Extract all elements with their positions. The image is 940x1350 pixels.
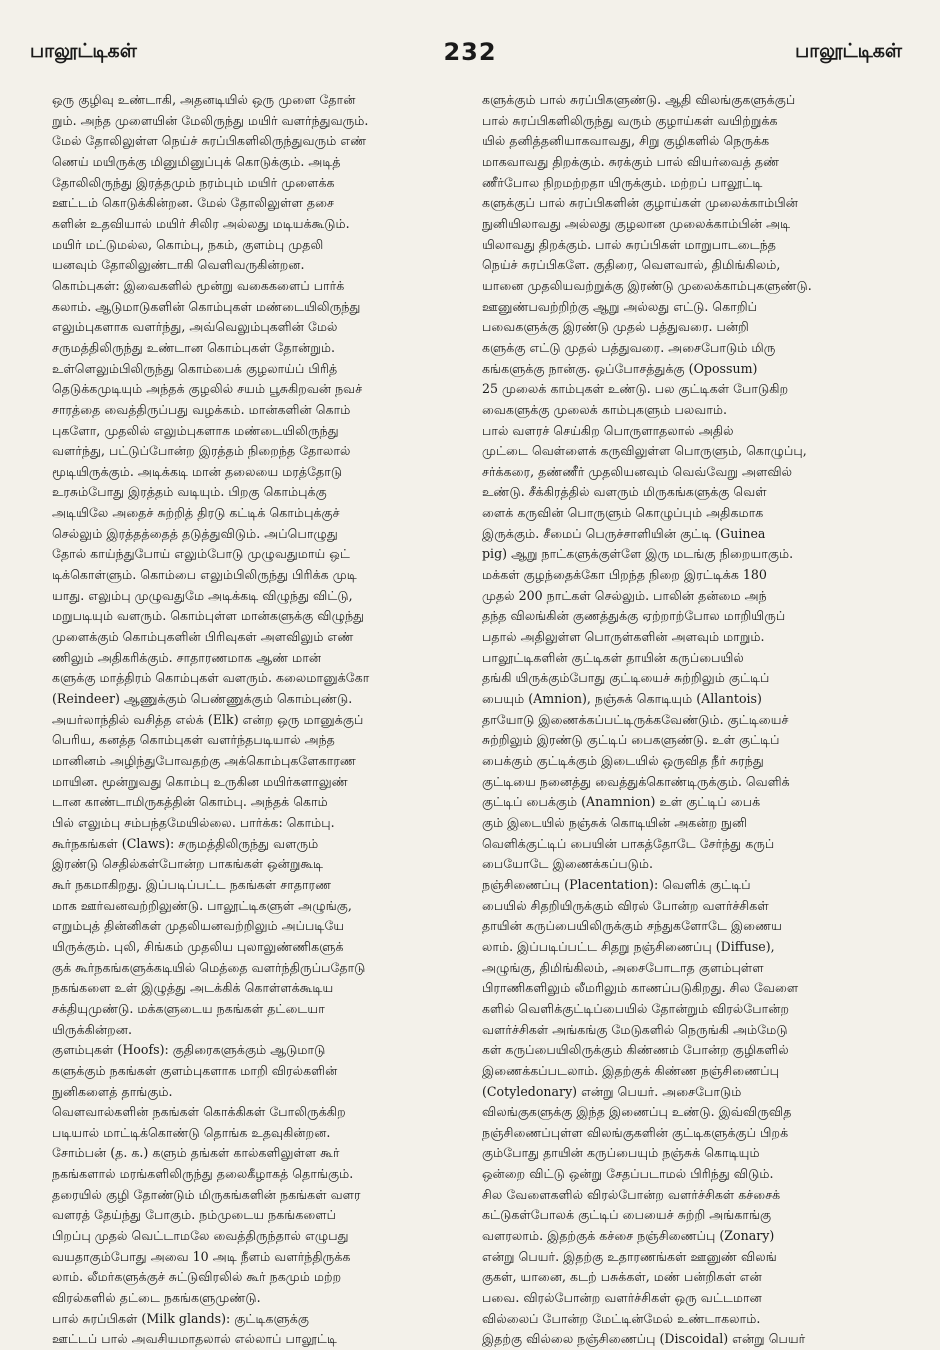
text-line: பவைகளுக்கு இரண்டு முதல் பத்துவரை. பன்றி [482, 319, 749, 335]
text-line: பெரிய, கனத்த கொம்புகள் வளர்ந்தபடியால் அந்த [52, 732, 335, 748]
text-line: பையோடே இணைக்கப்படும். [482, 856, 653, 872]
text-line: முதல் 200 நாட்கள் செல்லும். பாலின் தன்மை அந் [482, 587, 767, 603]
text-line: பால் வளரச் செய்கிற பொருளாதலால் அதில் [482, 422, 734, 438]
text-line: சருமத்திலிருந்து உண்டான கொம்புகள் தோன்றும். [52, 339, 336, 355]
text-line: பவை. விரல்போன்ற வளர்ச்சிகள் ஒரு வட்டமான [482, 1290, 762, 1306]
text-line: எலும்புகளாக வளர்ந்து, அவ்வெலும்புகளின் மேல் [52, 319, 338, 335]
text-line: ணெய் மயிருக்கு மினுமினுப்புக் கொடுக்கும். அடித் [52, 153, 341, 169]
running-head-left: பாலூட்டிகள் [30, 40, 137, 62]
text-line: மாயின. மூன்றுவது கொம்பு உருகின மயிர்களாலுண் [52, 773, 348, 789]
text-line: யிருக்கின்றன. [52, 1021, 132, 1037]
text-line: வளரத் தேய்ந்து போகும். நம்முடைய நகங்களைப் [52, 1207, 337, 1223]
text-line: விலங்குகளுக்கு இந்த இணைப்பு உண்டு. இவ்விருவித [482, 1104, 792, 1120]
text-line: புகளோ, முதலில் எலும்புகளாக மண்டையிலிருந்து [52, 422, 339, 438]
text-line: வளர்ந்து, பட்டுப்போன்ற இரத்தம் நிறைந்த தோலால் [52, 443, 351, 459]
text-line: அயர்லாந்தில் வசித்த எல்க் (Elk) என்ற ஒரு மானுக்குப் [52, 711, 364, 727]
text-line: கொம்புகள்: இவைகளில் மூன்று வகைகளைப் பார்க் [52, 277, 345, 293]
page-number: 232 [443, 38, 497, 66]
text-line: கும் இடையில் நஞ்சுக் கொடியின் அகன்ற நுனி [482, 814, 748, 830]
text-line: வளர்ச்சிகள் அங்கங்கு மேடுகளில் நெருங்கி அம்மேடு [482, 1021, 788, 1037]
running-head-right: பாலூட்டிகள் [795, 40, 902, 62]
text-line: ணிலும் அதிகரிக்கும். சாதாரணமாக ஆண் மான் [52, 649, 322, 665]
text-line: அழுங்கு, திமிங்கிலம், அசைபோடாத குளம்புள்ள [482, 959, 764, 975]
text-line: களுக்கு மாத்திரம் கொம்புகள் வளரும். கலைமானுக்கோ [52, 670, 370, 686]
text-line: உண்டு. சீக்கிரத்தில் வளரும் மிருகங்களுக்கு வெள் [482, 484, 767, 500]
text-line: வைகளுக்கு முலைக் காம்புகளும் பலவாம். [482, 401, 728, 417]
text-line: கலாம். ஆடுமாடுகளின் கொம்புகள் மண்டையிலிருந்து [52, 298, 361, 314]
text-line: மாகவாவது திறக்கும். சுரக்கும் பால் வியர்வைத் தண் [482, 153, 780, 169]
text-line: நுனிகளைத் தாங்கும். [52, 1083, 173, 1099]
text-line: ஒன்றை விட்டு ஒன்று சேதப்படாமல் பிரிந்து விடும். [482, 1166, 774, 1182]
text-line: களுக்கும் பால் சுரப்பிகளுண்டு. ஆதி விலங்குகளுக்குப் [482, 92, 796, 107]
text-line: இரண்டு செதில்கள்போன்ற பாகங்கள் ஒன்றுகூடி [52, 856, 324, 872]
text-line: இதற்கு வில்லை நஞ்சிணைப்பு (Discoidal) என்று பெயர் [482, 1331, 806, 1347]
text-line: தாயின் கருப்பையிலிருக்கும் சந்துகளோடே இணைய [482, 918, 782, 934]
text-line: வளரலாம். இதற்குக் கச்சை நஞ்சிணைப்பு (Zonary) [482, 1228, 775, 1244]
text-line: தோலிலிருந்து இரத்தமும் நரம்பும் மயிர் முளைக்க [52, 174, 335, 190]
text-line: தங்கி யிருக்கும்போது குட்டியைச் சுற்றிலும் குட்டிப் [482, 670, 770, 686]
text-line: குளம்புகள் (Hoofs): குதிரைகளுக்கும் ஆடுமாடு [52, 1042, 326, 1058]
text-line: கட்டுகள்போலக் குட்டிப் பையைச் சுற்றி அங்காங்கு [482, 1207, 772, 1223]
text-line: களுக்கும் நகங்கள் குளம்புகளாக மாறி விரல்களின் [52, 1062, 338, 1078]
text-line: ஊனுண்பவற்றிற்கு ஆறு அல்லது எட்டு. கொறிப் [482, 298, 758, 314]
text-line: (Reindeer) ஆணுக்கும் பெண்ணுக்கும் கொம்புண்டு. [52, 691, 353, 707]
text-line: கும்போது தாயின் கருப்பையும் நஞ்சுக் கொடியும் [482, 1145, 760, 1161]
text-line: யில் தனித்தனியாகவாவது, சிறு குழிகளில் நெருக்க [482, 133, 770, 149]
text-line: ஊட்டப் பால் அவசியமாதலால் எல்லாப் பாலூட்டி [52, 1331, 337, 1347]
text-line: நுனியிலாவது அல்லது குழலான முலைக்காம்பின் அடி [482, 215, 791, 231]
text-line: நஞ்சிணைப்புள்ள விலங்குகளின் குட்டிகளுக்குப் பிறக் [482, 1124, 789, 1140]
text-line: யாது. எலும்பு முழுவதுமே அடிக்கடி விழுந்து விட்டு, [52, 587, 353, 603]
text-line: பையில் சிதறியிருக்கும் விரல் போன்ற வளர்ச்சிகள் [482, 897, 769, 913]
text-line: ஒரு குழிவு உண்டாகி, அதனடியில் ஒரு முளை தோன் [52, 92, 356, 107]
text-line: ணீர்போல நிறமற்றதா யிருக்கும். மற்றப் பாலூட்டி [482, 174, 763, 190]
text-line: தோல் காய்ந்துபோய் எலும்போடு முழுவதுமாய் ஒட் [52, 546, 350, 562]
text-line: பாலூட்டிகளின் குட்டிகள் தாயின் கருப்பையில் [482, 649, 744, 665]
text-line: சில வேளைகளில் விரல்போன்ற வளர்ச்சிகள் கச்சைக் [482, 1186, 781, 1202]
left-column [52, 90, 460, 1347]
text-line: பில் எலும்பு சம்பந்தமேயில்லை. பார்க்க: கொம்பு. [52, 814, 335, 830]
text-line: யிருக்கும். புலி, சிங்கம் முதலிய புலாலுண்ணிகளுக் [52, 938, 344, 954]
text-line: குட்டிப் பைக்கும் (Anamnion) உள் குட்டிப் பைக் [482, 794, 761, 810]
text-line: பால் சுரப்பிகளிலிருந்து வரும் குழாய்கள் வயிற்றுக்க [482, 112, 778, 128]
text-line: டிக்கொள்ளும். கொம்பை எலும்பிலிருந்து பிரிக்க முடி [52, 567, 357, 583]
text-line: தந்த விலங்கின் குணத்துக்கு ஏற்றாற்போல மாறியிருப் [482, 608, 786, 624]
text-line: மேல் தோலிலுள்ள நெய்ச் சுரப்பிகளிலிருந்துவரும் எண் [52, 133, 367, 149]
text-line: pig) ஆறு நாட்களுக்குள்ளே இரு மடங்கு நிறையாகும். [482, 546, 794, 562]
text-line: சோம்பன் (த. க.) களும் தங்கள் கால்களிலுள்ள கூர் [52, 1145, 340, 1161]
text-line: மறுபடியும் வளரும். கொம்புள்ள மான்களுக்கு விழுந்து [52, 608, 365, 624]
text-line: வெளிக்குட்டிப் பையின் பாகத்தோடே சேர்ந்து கருப் [482, 835, 775, 851]
text-line: விரல்களில் தட்டை நகங்களுமுண்டு. [52, 1290, 261, 1306]
text-line: யனவும் தோலிலுண்டாகி வெளிவருகின்றன. [52, 257, 305, 273]
text-line: ஊட்டம் கொடுக்கின்றன. மேல் தோலிலுள்ள தசை [52, 195, 334, 211]
text-line: தெடுக்கமுடியும் அந்தக் குழலில் சயம் பூசுகிறவன் நவச் [52, 381, 363, 397]
text-line: கூர் நகமாகிறது. இப்படிப்பட்ட நகங்கள் சாதாரண [52, 876, 332, 892]
text-line: செல்லும் இரத்தத்தைத் தடுத்துவிடும். அப்பொழுது [52, 525, 338, 541]
text-line: லாம். இப்படிப்பட்ட சிதறு நஞ்சிணைப்பு (Diffuse), [482, 938, 775, 954]
text-line: மயிர் மட்டுமல்ல, கொம்பு, நகம், குளம்பு முதலி [52, 236, 324, 252]
text-line: மூடியிருக்கும். அடிக்கடி மான் தலையை மரத்தோடு [52, 463, 343, 479]
text-line: பதால் அதிலுள்ள பொருள்களின் அளவும் மாறும். [482, 629, 765, 645]
text-line: பிறப்பு முதல் வெட்டாமலே வைத்திருந்தால் எழுபது [52, 1228, 349, 1244]
text-line: அடியிலே அதைச் சுற்றித் திரடு கட்டிக் கொம்புக்குச் [52, 505, 340, 521]
text-line: இருக்கும். சீமைப் பெருச்சாளியின் குட்டி (Guinea [482, 525, 766, 541]
text-line: லாம். லீமர்களுக்குச் சுட்டுவிரலில் கூர் நகமும் மற்ற [52, 1269, 342, 1285]
text-line: 25 முலைக் காம்புகள் உண்டு. பல குட்டிகள் போடுகிற [482, 381, 789, 397]
text-line: பிராணிகளிலும் லீமரிலும் காணப்படுகிறது. சில வேளை [482, 980, 799, 996]
text-line: குகள், யானை, கடற் பசுக்கள், மண் பன்றிகள் என் [482, 1269, 762, 1285]
text-line: நகங்களால் மரங்களிலிருந்து தலைகீழாகத் தொங்கும். [52, 1166, 354, 1182]
text-line: கள் கருப்பையிலிருக்கும் கிண்ணம் போன்ற குழிகளில் [482, 1042, 789, 1058]
text-line: களில் வெளிக்குட்டிப்பையில் தோன்றும் விரல்போன்ற [482, 1000, 790, 1016]
right-column [482, 90, 890, 1347]
text-line: வயதாகும்போது அவை 10 அடி நீளம் வளர்ந்திருக்க [52, 1248, 351, 1264]
text-line: கங்களுக்கு நான்கு. ஒப்போசத்துக்கு (Opossum) [482, 360, 758, 376]
text-line: எறும்புத் தின்னிகள் முதலியனவற்றிலும் அப்படியே [52, 918, 345, 934]
text-line: மானினம் அழிந்துபோவதற்கு அக்கொம்புகளேகாரண [52, 753, 356, 768]
text-line: தரையில் குழி தோண்டும் மிருகங்களின் நகங்கள் வளர [52, 1186, 361, 1202]
text-line: களுக்குப் பால் சுரப்பிகளின் குழாய்கள் முலைக்காம்பின் [482, 195, 798, 211]
text-line: உரசும்போது இரத்தம் வடியும். பிறகு கொம்புக்கு [52, 484, 327, 500]
page-header [30, 38, 910, 72]
text-line: டான காண்டாமிருகத்தின் கொம்பு. அந்தக் கொம் [52, 794, 328, 810]
text-line: படியால் மாட்டிக்கொண்டு தொங்க உதவுகின்றன. [52, 1124, 331, 1140]
text-line: பைக்கும் குட்டிக்கும் இடையில் ஒருவித நீர் சுரந்து [482, 753, 764, 768]
text-line: வில்லைப் போன்ற மேட்டின்மேல் உண்டாகலாம். [482, 1310, 761, 1326]
text-line: யானை முதலியவற்றுக்கு இரண்டு முலைக்காம்புகளுண்டு. [482, 277, 812, 293]
text-line: மாக ஊர்வனவற்றிலுண்டு. பாலூட்டிகளுள் அழுங்கு, [52, 897, 352, 913]
text-line: உள்ளெலும்பிலிருந்து கொம்பைக் குழலாய்ப் பிரித் [52, 360, 338, 376]
text-line: நகங்களை உள் இழுத்து அடக்கிக் கொள்ளக்கூடிய [52, 980, 334, 996]
text-line: வௌவால்களின் நகங்கள் கொக்கிகள் போலிருக்கிற [52, 1104, 346, 1120]
text-line: மக்கள் குழந்தைக்கோ பிறந்த நிறை இரட்டிக்க 180 [482, 567, 767, 583]
text-line: களுக்கு எட்டு முதல் பத்துவரை. அசைபோடும் மிரு [482, 339, 776, 355]
text-line: முளைக்கும் கொம்புகளின் பிரிவுகள் அளவிலும் எண் [52, 629, 354, 645]
text-line: இணைக்கப்படலாம். இதற்குக் கிண்ண நஞ்சிணைப்பு [482, 1062, 779, 1078]
text-line: யிலாவது திறக்கும். பால் சுரப்பிகள் மாறுபாடடைந்த [482, 236, 776, 252]
text-line: என்று பெயர். இதற்கு உதாரணங்கள் ஊனுண் விலங் [482, 1248, 777, 1264]
text-line: தாயோடு இணைக்கப்பட்டிருக்கவேண்டும். குட்டியைச் [482, 711, 789, 727]
text-line: சக்தியுமுண்டு. மக்களுடைய நகங்கள் தட்டையா [52, 1000, 325, 1016]
text-line: ளைக் கருவின் பொருளும் கொழுப்பும் அதிகமாக [482, 505, 764, 521]
text-line: கூர்நகங்கள் (Claws): சருமத்திலிருந்து வளரும் [52, 835, 319, 851]
text-line: (Cotyledonary) என்று பெயர். அசைபோடும் [482, 1083, 742, 1099]
text-line: நெய்ச் சுரப்பிகளே. குதிரை, வௌவால், திமிங்கிலம், [482, 257, 781, 273]
text-line: பால் சுரப்பிகள் (Milk glands): குட்டிகளுக்கு [52, 1310, 309, 1326]
text-line: சுற்றிலும் இரண்டு குட்டிப் பைகளுண்டு. உள் குட்டிப் [482, 732, 780, 748]
text-line: முட்டை வெள்ளைக் கருவிலுள்ள பொருளும், கொழுப்பு, [482, 443, 807, 459]
text-line: நஞ்சிணைப்பு (Placentation): வெளிக் குட்டிப் [482, 876, 751, 892]
text-line: சர்க்கரை, தண்ணீர் முதலியனவும் வெவ்வேறு அளவில் [482, 463, 793, 479]
text-line: குட்டியை நனைத்து வைத்துக்கொண்டிருக்கும். வெளிக் [482, 773, 790, 789]
text-line: பையும் (Amnion), நஞ்சுக் கொடியும் (Allantois) [482, 691, 762, 707]
text-line: குக் கூர்நகங்களுக்கடியில் மெத்தை வளர்ந்திருப்பதோடு [52, 959, 366, 975]
text-line: களின் உதவியால் மயிர் சிலிர அல்லது மடியக்கூடும். [52, 215, 350, 231]
text-line: சாரத்தை வைத்திருப்பது வழக்கம். மான்களின் கொம் [52, 401, 351, 417]
text-line: றும். அந்த முளையின் மேலிருந்து மயிர் வளர்ந்துவரும். [52, 112, 369, 128]
